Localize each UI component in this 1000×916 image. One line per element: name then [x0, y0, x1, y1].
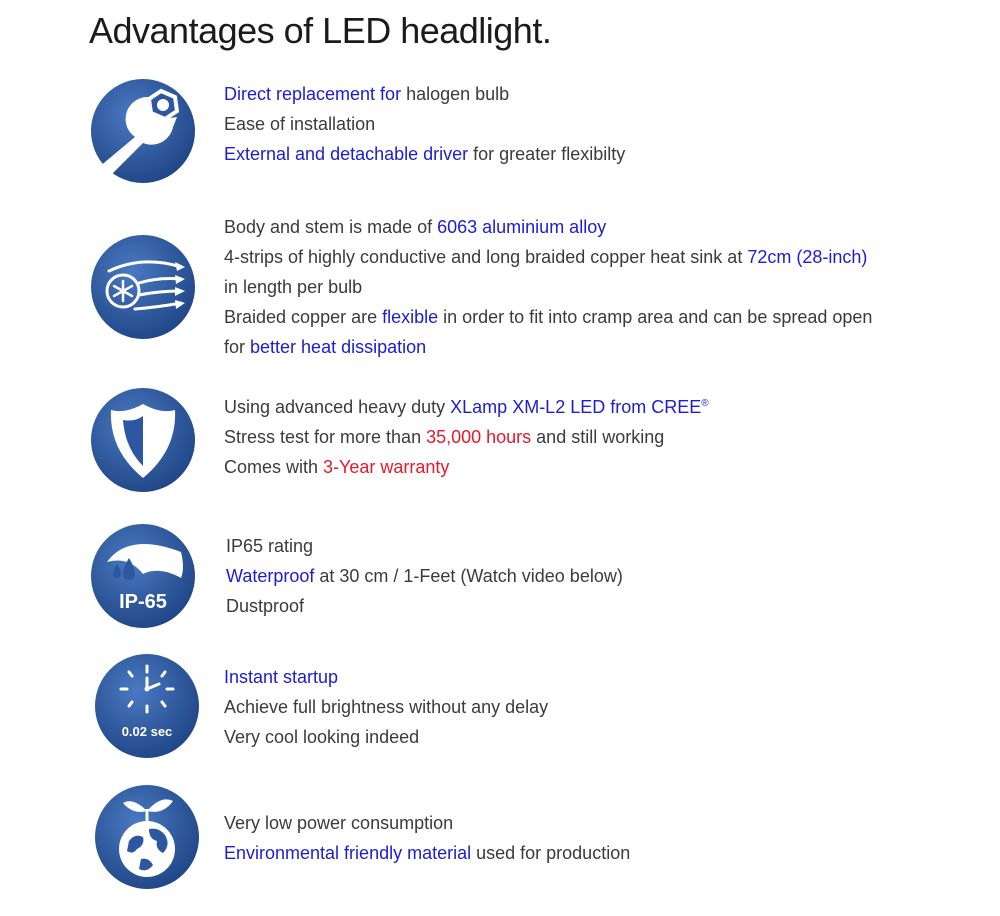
highlighted-text: XLamp XM-L2 LED from CREE	[450, 397, 702, 417]
feature-line	[224, 139, 625, 169]
feature-line	[224, 109, 625, 139]
highlighted-text: Environmental friendly material	[224, 843, 472, 863]
highlighted-text: 35,000 hours	[426, 427, 532, 447]
feature-text-segment: and still working	[531, 427, 665, 447]
feature-text-eco	[224, 808, 630, 868]
feature-text-segment: Very low power consumption	[224, 813, 454, 833]
feature-line	[224, 272, 872, 302]
feature-text-ip65	[226, 531, 623, 621]
highlighted-text: External and detachable driver	[224, 144, 469, 164]
feature-text-segment: for greater flexibilty	[468, 144, 626, 164]
feature-text-segment: Using advanced heavy duty	[224, 397, 451, 417]
feature-text-segment: 4-strips of highly conductive and long braided copper heat sink at	[224, 247, 748, 267]
cooling-airflow-icon	[89, 233, 197, 341]
feature-line	[224, 808, 630, 838]
feature-text-segment: IP65 rating	[226, 536, 314, 556]
highlighted-text: 6063 aluminium alloy	[437, 217, 607, 237]
eco-globe-icon	[93, 783, 201, 891]
highlighted-text: Waterproof	[226, 566, 315, 586]
feature-line	[224, 79, 625, 109]
clock-icon-label: 0.02 sec	[121, 724, 173, 739]
highlighted-text: 72cm (28-inch)	[747, 247, 868, 267]
feature-text-heat-sink	[224, 212, 872, 362]
feature-text-segment: at 30 cm / 1-Feet (Watch video below)	[314, 566, 623, 586]
page-title: Advantages of LED headlight.	[89, 10, 552, 51]
feature-line	[224, 452, 709, 482]
highlighted-text: ®	[701, 398, 709, 409]
feature-text-segment: Braided copper are	[224, 307, 383, 327]
highlighted-text: flexible	[382, 307, 439, 327]
feature-line	[224, 242, 872, 272]
feature-text-segment: Ease of installation	[224, 114, 376, 134]
wrench-nut-icon	[89, 77, 197, 185]
clock-icon	[93, 652, 201, 760]
feature-line	[224, 392, 709, 422]
feature-line	[224, 422, 709, 452]
feature-text-segment: Stress test for more than	[224, 427, 427, 447]
feature-text-segment: halogen bulb	[401, 84, 510, 104]
feature-text-installation	[224, 79, 625, 169]
feature-text-segment: Very cool looking indeed	[224, 727, 420, 747]
feature-text-segment: Dustproof	[226, 596, 305, 616]
feature-text-segment: in length per bulb	[224, 277, 363, 297]
feature-line	[224, 302, 872, 332]
feature-line	[224, 332, 872, 362]
feature-text-segment: Body and stem is made of	[224, 217, 438, 237]
feature-text-segment: Comes with	[224, 457, 324, 477]
feature-text-segment: in order to fit into cramp area and can be spread open	[438, 307, 873, 327]
highlighted-text: Direct replacement for	[224, 84, 402, 104]
feature-line	[224, 722, 548, 752]
feature-line	[224, 838, 630, 868]
feature-line	[224, 692, 548, 722]
feature-text-led-chip	[224, 392, 709, 482]
feature-line	[224, 212, 872, 242]
waterproof-ip65-icon	[89, 522, 197, 630]
feature-line	[226, 531, 623, 561]
highlighted-text: Instant startup	[224, 667, 339, 687]
shield-icon	[89, 386, 197, 494]
highlighted-text: better heat dissipation	[250, 337, 427, 357]
ip65-icon-label: IP-65	[119, 591, 167, 613]
feature-text-startup	[224, 662, 548, 752]
feature-text-segment: Achieve full brightness without any delay	[224, 697, 549, 717]
feature-line	[224, 662, 548, 692]
feature-line	[226, 591, 623, 621]
feature-text-segment: for	[224, 337, 251, 357]
feature-line	[226, 561, 623, 591]
highlighted-text: 3-Year warranty	[323, 457, 450, 477]
feature-text-segment: used for production	[471, 843, 631, 863]
